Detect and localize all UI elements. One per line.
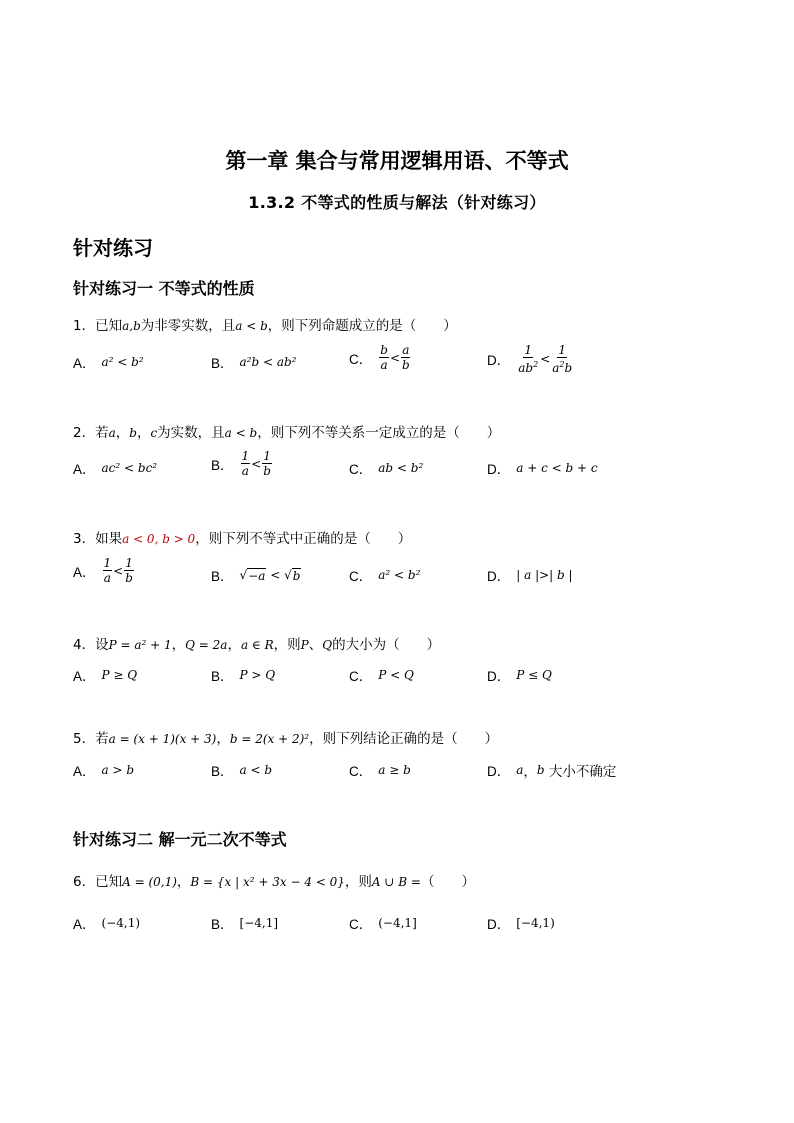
- q2-option-c[interactable]: C． ab < b²: [349, 461, 424, 477]
- q6-option-b[interactable]: B． [−4,1]: [211, 916, 279, 932]
- q2-option-d[interactable]: D． a + c < b + c: [487, 461, 598, 477]
- q2-option-a[interactable]: A． ac² < bc²: [73, 461, 158, 477]
- section-heading-1: 针对练习一 不等式的性质: [73, 279, 255, 298]
- q5-option-d[interactable]: D． a ， b 大小不确定: [487, 763, 617, 780]
- q5-option-c[interactable]: C． a ≥ b: [349, 763, 411, 779]
- q3-option-c[interactable]: C． a² < b²: [349, 568, 421, 584]
- q1-option-d[interactable]: D． $\frac{1}{ab^2}$ < $\frac{1}{a^2b}$: [487, 343, 573, 375]
- section-heading-2: 针对练习二 解一元二次不等式: [73, 830, 287, 849]
- main-heading: 针对练习: [73, 236, 153, 260]
- question-5: 5．若a = (x + 1)(x + 3)，b = 2(x + 2)²，则下列结论正确的是（ ）: [73, 731, 499, 747]
- q6-option-c[interactable]: C． (−4,1]: [349, 916, 417, 932]
- q5-option-b[interactable]: B． a < b: [211, 763, 273, 779]
- q4-option-a[interactable]: A． P ≥ Q: [73, 668, 138, 684]
- q4-option-d[interactable]: D． P ≤ Q: [487, 668, 552, 684]
- q4-option-b[interactable]: B． P > Q: [211, 668, 276, 684]
- q4-option-c[interactable]: C． P < Q: [349, 668, 414, 684]
- q3-option-a[interactable]: A． $\frac{1}{a}$ < $\frac{1}{b}$: [73, 556, 133, 585]
- question-2: 2．若a，b，c为实数，且a < b，则下列不等关系一定成立的是（ ）: [73, 425, 501, 441]
- q1-option-b[interactable]: B． a²b < ab²: [211, 355, 297, 371]
- q2-option-b[interactable]: B． $\frac{1}{a}$ < $\frac{1}{b}$: [211, 449, 271, 478]
- q3-option-d[interactable]: D． | a |>| b |: [487, 568, 573, 584]
- q1-option-a[interactable]: A． a² < b²: [73, 355, 144, 371]
- q5-option-a[interactable]: A． a > b: [73, 763, 135, 779]
- q3-option-b[interactable]: B． √ −a < √ b: [211, 568, 301, 584]
- q6-option-a[interactable]: A． (−4,1): [73, 916, 141, 932]
- section-subtitle: 1.3.2 不等式的性质与解法（针对练习）: [248, 193, 546, 212]
- question-1: 1．已知a,b为非零实数，且a < b，则下列命题成立的是（ ）: [73, 318, 457, 334]
- q1-option-c[interactable]: C． $\frac{b}{a}$ < $\frac{a}{b}$: [349, 343, 410, 372]
- chapter-title: 第一章 集合与常用逻辑用语、不等式: [225, 149, 569, 173]
- question-4: 4．设P = a² + 1，Q = 2a，a ∈ R，则P、Q的大小为（ ）: [73, 637, 441, 653]
- question-6: 6．已知A = (0,1)，B = {x | x² + 3x − 4 < 0}，则A ∪ B =（ ）: [73, 874, 475, 890]
- q6-option-d[interactable]: D． [−4,1): [487, 916, 555, 932]
- question-3: 3．如果a < 0, b > 0，则下列不等式中正确的是（ ）: [73, 531, 412, 547]
